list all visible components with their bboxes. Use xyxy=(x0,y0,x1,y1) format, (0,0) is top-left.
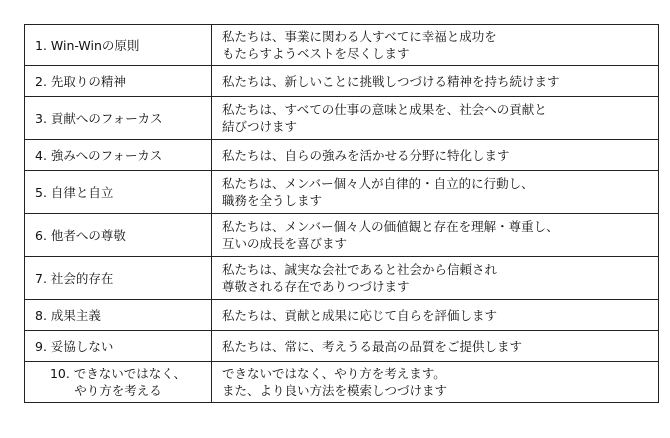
statement-cell: 私たちは、新しいことに挑戦しつづける精神を持ち続けます xyxy=(212,66,659,97)
principle-cell: 2. 先取りの精神 xyxy=(25,66,212,97)
statement-cell: 私たちは、すべての仕事の意味と成果を、社会への貢献と 結びつけます xyxy=(212,97,659,140)
principle-cell: 9. 妥協しない xyxy=(25,331,212,362)
statement-cell: 私たちは、メンバー個々人の価値観と存在を理解・尊重し、 互いの成長を喜びます xyxy=(212,214,659,257)
table-row xyxy=(25,66,659,97)
table-row xyxy=(25,257,659,300)
principle-cell: 3. 貢献へのフォーカス xyxy=(25,97,212,140)
principle-cell: 5. 自律と自立 xyxy=(25,171,212,214)
principle-cell: 1. Win-Winの原則 xyxy=(25,25,212,66)
statement-cell: 私たちは、メンバー個々人が自律的・自立的に行動し、 職務を全うします xyxy=(212,171,659,214)
principle-cell: 4. 強みへのフォーカス xyxy=(25,140,212,171)
table-row xyxy=(25,331,659,362)
statement-cell: 私たちは、貢献と成果に応じて自らを評価します xyxy=(212,300,659,331)
table-row xyxy=(25,214,659,257)
table-row xyxy=(25,171,659,214)
values-table xyxy=(24,24,659,403)
statement-cell: 私たちは、自らの強みを活かせる分野に特化します xyxy=(212,140,659,171)
table-row xyxy=(25,25,659,66)
table-row xyxy=(25,300,659,331)
table-row xyxy=(25,97,659,140)
principle-cell: 7. 社会的存在 xyxy=(25,257,212,300)
principle-cell: 8. 成果主義 xyxy=(25,300,212,331)
statement-cell: 私たちは、誠実な会社であると社会から信頼され 尊敬される存在でありつづけます xyxy=(212,257,659,300)
principle-cell: 10. できないではなく、 やり方を考える xyxy=(25,362,212,403)
table-row xyxy=(25,140,659,171)
statement-cell: できないではなく、やり方を考えます。 また、より良い方法を模索しつづけます xyxy=(212,362,659,403)
statement-cell: 私たちは、事業に関わる人すべてに幸福と成功を もたらすようベストを尽くします xyxy=(212,25,659,66)
statement-cell: 私たちは、常に、考えうる最高の品質をご提供します xyxy=(212,331,659,362)
table-row xyxy=(25,362,659,403)
principle-cell: 6. 他者への尊敬 xyxy=(25,214,212,257)
